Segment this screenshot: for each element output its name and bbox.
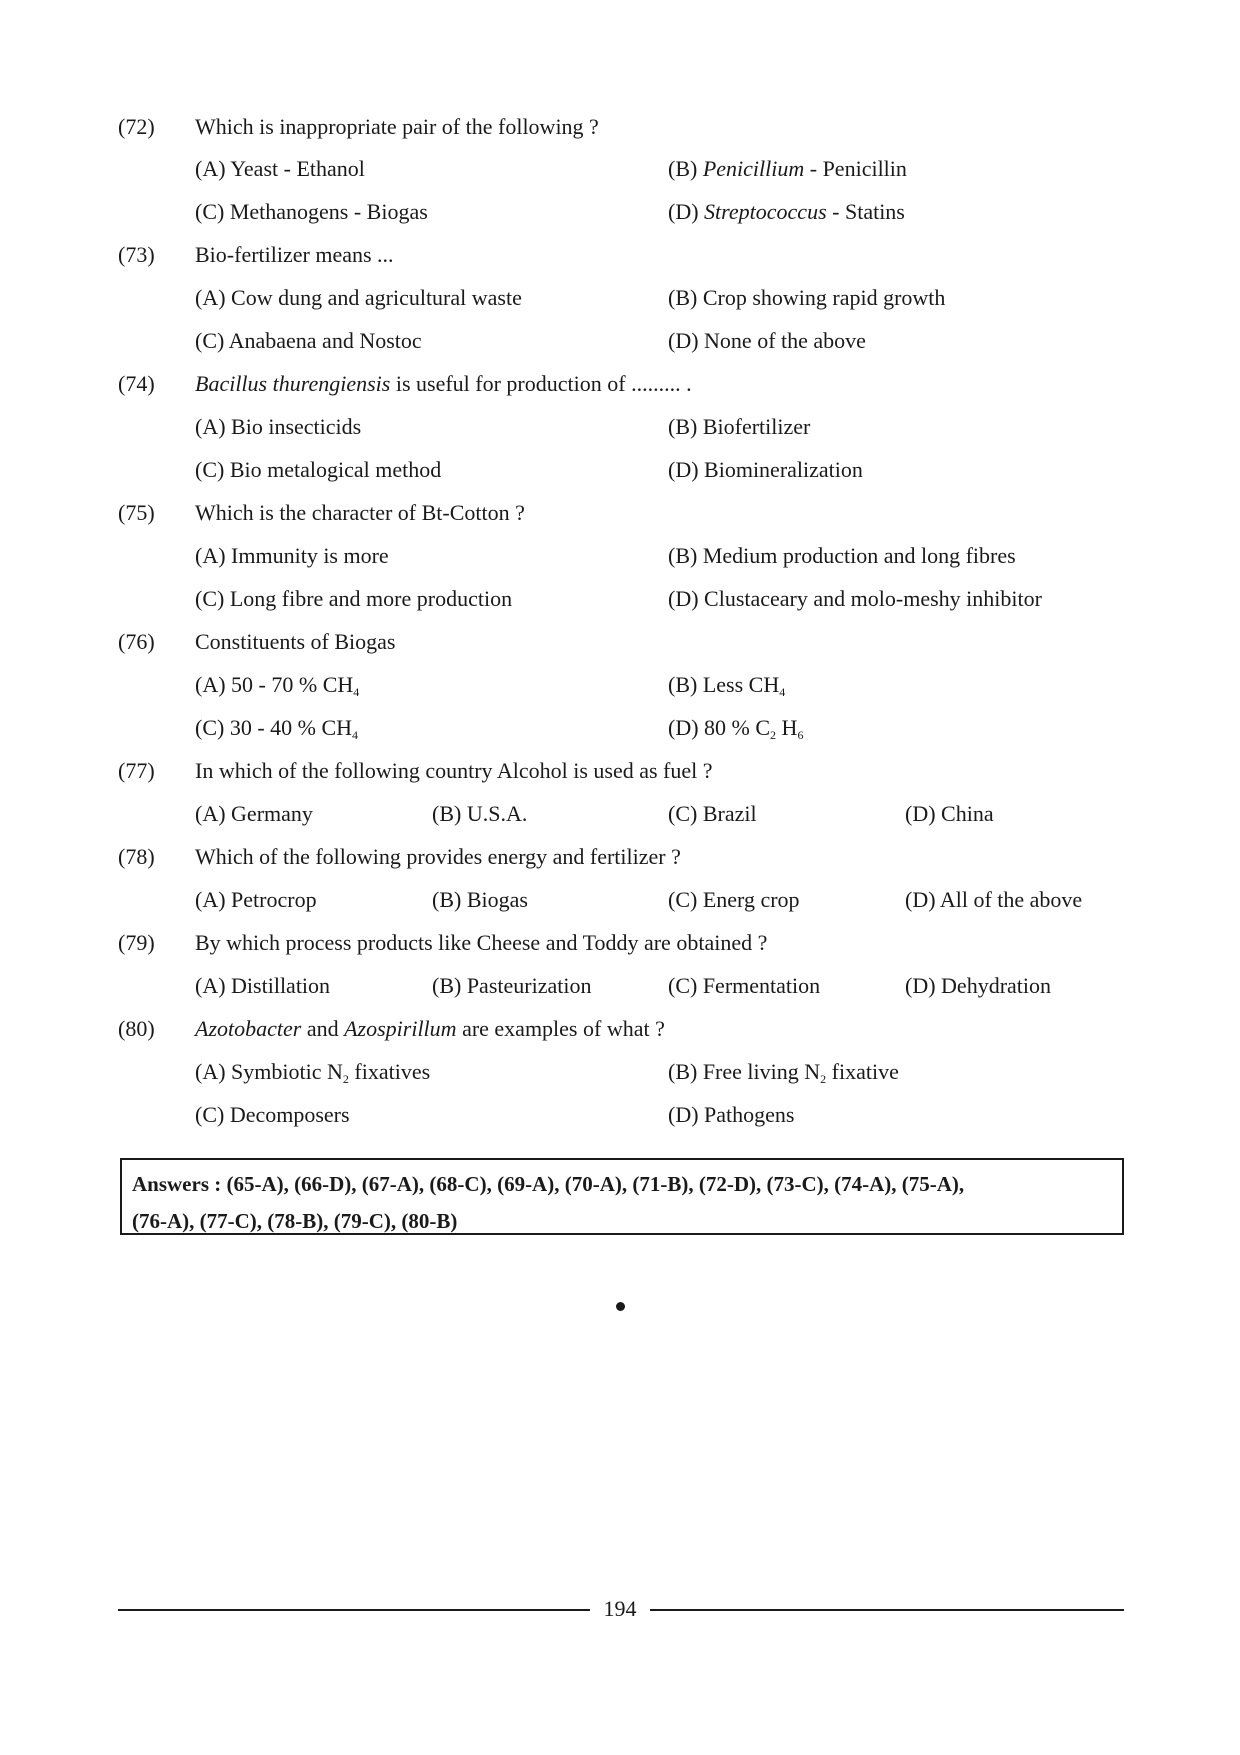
- option-b: (B) Biogas: [432, 887, 528, 912]
- option-c: (C) Bio metalogical method: [195, 457, 442, 482]
- question-italic-term: Azospirillum: [344, 1016, 457, 1041]
- option-text-mid: H: [776, 715, 798, 740]
- answers-box: [120, 1158, 1124, 1235]
- option-suffix: fixatives: [348, 1059, 431, 1084]
- option-a: (A) Yeast - Ethanol: [195, 156, 365, 181]
- footer-rule-left: [118, 1609, 590, 1611]
- option-text: (D) 80 % C: [668, 715, 771, 740]
- option-b: (B) Biofertilizer: [668, 414, 811, 439]
- subscript: 2: [342, 1072, 349, 1086]
- option-suffix: fixative: [826, 1059, 899, 1084]
- option-b: [668, 670, 785, 700]
- page-number: 194: [603, 1596, 637, 1621]
- option-d: [668, 197, 905, 227]
- question-number: (80): [118, 1016, 155, 1041]
- question-text-rest: are examples of what ?: [456, 1016, 665, 1041]
- option-b: (B) Pasteurization: [432, 973, 592, 998]
- option-d: (D) All of the above: [905, 887, 1083, 912]
- option-d: (D) None of the above: [668, 328, 866, 353]
- option-a: (A) Bio insecticids: [195, 414, 362, 439]
- option-a: (A) Distillation: [195, 973, 331, 998]
- question-text: [195, 1014, 665, 1044]
- option-a: (A) Immunity is more: [195, 543, 389, 568]
- question-italic-term: Bacillus thurengiensis: [195, 371, 391, 396]
- option-c: [195, 713, 358, 743]
- question-text: [195, 369, 692, 399]
- question-text: Which is the character of Bt-Cotton ?: [195, 500, 525, 525]
- question-text-rest: is useful for production of ......... .: [390, 371, 692, 396]
- subscript: 6: [797, 728, 804, 742]
- option-b: (B) Crop showing rapid growth: [668, 285, 946, 310]
- option-suffix: - Statins: [826, 199, 905, 224]
- answers-line-2: (76-A), (77-C), (78-B), (79-C), (80-B): [132, 1209, 458, 1233]
- subscript: 2: [770, 728, 777, 742]
- question-text-mid: and: [301, 1016, 345, 1041]
- option-d: (D) Clustaceary and molo-meshy inhibitor: [668, 586, 1042, 611]
- option-italic-term: Penicillium: [702, 156, 805, 181]
- option-b: [668, 154, 907, 184]
- question-text: Which is inappropriate pair of the following ?: [195, 114, 599, 139]
- option-d: (D) Biomineralization: [668, 457, 863, 482]
- option-c: (C) Long fibre and more production: [195, 586, 513, 611]
- question-text: By which process products like Cheese and Toddy are obtained ?: [195, 930, 768, 955]
- option-c: (C) Fermentation: [668, 973, 821, 998]
- subscript: 4: [352, 728, 359, 742]
- option-d: (D) China: [905, 801, 994, 826]
- option-a: (A) Germany: [195, 801, 313, 826]
- bullet-icon: [616, 1302, 625, 1311]
- option-prefix: (B): [668, 156, 703, 181]
- option-a: (A) Petrocrop: [195, 887, 317, 912]
- option-text: (A) Symbiotic N: [195, 1059, 343, 1084]
- question-number: (75): [118, 500, 155, 525]
- question-italic-term: Azotobacter: [195, 1016, 302, 1041]
- option-b: [668, 1057, 899, 1087]
- option-b: (B) Medium production and long fibres: [668, 543, 1016, 568]
- option-c: (C) Methanogens - Biogas: [195, 199, 428, 224]
- option-a: [195, 670, 359, 700]
- option-c: (C) Brazil: [668, 801, 757, 826]
- question-text: In which of the following country Alcohol is used as fuel ?: [195, 758, 713, 783]
- option-text: (A) 50 - 70 % CH: [195, 672, 354, 697]
- question-number: (73): [118, 242, 155, 267]
- question-text: Bio-fertilizer means ...: [195, 242, 394, 267]
- option-c: (C) Energ crop: [668, 887, 800, 912]
- question-number: (79): [118, 930, 155, 955]
- question-text: Which of the following provides energy and fertilizer ?: [195, 844, 681, 869]
- option-prefix: (D): [668, 199, 705, 224]
- option-b: (B) U.S.A.: [432, 801, 528, 826]
- option-d: (D) Dehydration: [905, 973, 1052, 998]
- option-c: (C) Anabaena and Nostoc: [195, 328, 422, 353]
- option-suffix: - Penicillin: [804, 156, 907, 181]
- option-text: (C) 30 - 40 % CH: [195, 715, 353, 740]
- question-number: (72): [118, 114, 155, 139]
- footer-rule-right: [650, 1609, 1124, 1611]
- option-d: (D) Pathogens: [668, 1102, 795, 1127]
- option-text: (B) Free living N: [668, 1059, 821, 1084]
- option-text: (B) Less CH: [668, 672, 780, 697]
- option-d: [668, 713, 803, 743]
- option-c: (C) Decomposers: [195, 1102, 350, 1127]
- answers-line-1: Answers : (65-A), (66-D), (67-A), (68-C), (69-A), (70-A), (71-B), (72-D), (73-C), (74-A), (75-A),: [132, 1172, 965, 1196]
- subscript: 4: [353, 685, 360, 699]
- option-a: (A) Cow dung and agricultural waste: [195, 285, 522, 310]
- question-number: (76): [118, 629, 155, 654]
- option-italic-term: Streptococcus: [704, 199, 827, 224]
- question-text: Constituents of Biogas: [195, 629, 396, 654]
- question-number: (77): [118, 758, 155, 783]
- option-a: [195, 1057, 430, 1087]
- subscript: 4: [779, 685, 786, 699]
- question-number: (78): [118, 844, 155, 869]
- subscript: 2: [820, 1072, 827, 1086]
- question-number: (74): [118, 371, 155, 396]
